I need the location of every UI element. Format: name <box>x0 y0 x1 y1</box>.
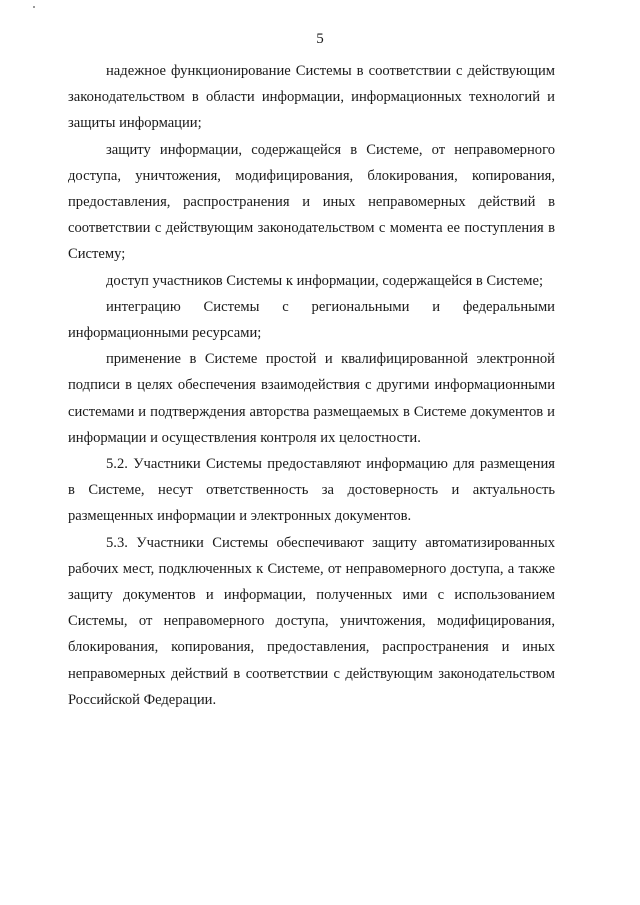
paragraph-section-5-3: 5.3. Участники Системы обеспечивают защиту автоматизированных рабочих мест, подключенных к Системе, от неправомерного доступа, а также защиту документов и информации, полученных ими с использованием Системы, от неправомерного доступа, уничтожения, модифицирования, блокирования, копирования, предоставления, распространения и иных неправомерных действий в соответствии с действующим законодательством Российской Федерации. <box>68 534 555 708</box>
paragraph-integration: интеграцию Системы с региональными и федеральными информационными ресурсами; <box>68 298 555 342</box>
page-number: 5 <box>316 31 324 47</box>
scan-speck <box>33 6 35 8</box>
paragraph-section-5-2: 5.2. Участники Системы предоставляют информацию для размещения в Системе, несут ответственность за достоверность и актуальность размещенных информации и электронных документов. <box>68 456 555 525</box>
paragraph-electronic-signature: применение в Системе простой и квалифицированной электронной подписи в целях обеспечения взаимодействия с другими информационными системами и подтверждения авторства размещаемых в Системе документов и информации и осуществления контроля их целостности. <box>68 351 555 446</box>
paragraph-information-protection: защиту информации, содержащейся в Системе, от неправомерного доступа, уничтожения, модифицирования, блокирования, копирования, предоставления, распространения и иных неправомерных действий в соответствии с действующим законодательством с момента ее поступления в Систему; <box>68 141 555 263</box>
paragraph-reliable-operation: надежное функционирование Системы в соответствии с действующим законодательством в области информации, информационных технологий и защиты информации; <box>68 63 555 132</box>
paragraph-participant-access: доступ участников Системы к информации, содержащейся в Системе; <box>106 272 544 289</box>
document-body <box>68 58 555 713</box>
